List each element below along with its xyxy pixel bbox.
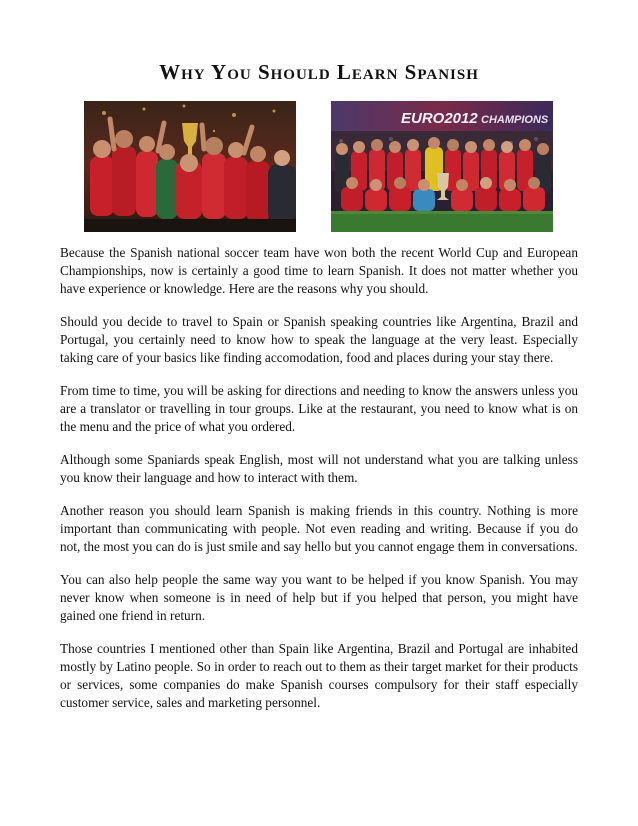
paragraph: Those countries I mentioned other than Spain like Argentina, Brazil and Portugal are inhabited mostly by Latino people. So in order to reach out to them as their target market for their products or services, some companies do make Spanish courses compulsory for their staff especially customer service, sales and marketing personnel. [60,641,578,710]
paragraph: Because the Spanish national soccer team have won both the recent World Cup and European Championships, now is certainly a good time to learn Spanish. It does not matter whether you have experience or knowledge. Here are the reasons why you should. [60,245,578,296]
paragraph: From time to time, you will be asking for directions and needing to know the answers unless you are a translator or travelling in tour groups. Like at the restaurant, you need to know what is on the menu and the price of what you ordered. [60,383,578,434]
team-celebration-photo [84,101,296,232]
article-body [60,244,578,727]
paragraph: Another reason you should learn Spanish is making friends in this country. Nothing is more important than communicating with people. Not even reading and writing. Because if you do not, the most you can do is just smile and say hello but you cannot engage them in conversations. [60,503,578,554]
banner-text: EURO2012 [401,110,478,127]
euro-2012-champions-photo [331,101,553,232]
paragraph: Although some Spaniards speak English, most will not understand what you are talking unless you know their language and how to interact with them. [60,452,578,485]
paragraph: Should you decide to travel to Spain or Spanish speaking countries like Argentina, Brazil and Portugal, you certainly need to know how to speak the language at the very least. Especially taking care of your basics like finding accomodation, food and places during your stay there. [60,314,578,365]
paragraph: You can also help people the same way you want to be helped if you know Spanish. You may never know when someone is in need of help but if you helped that person, you might have gained one friend in return. [60,572,578,623]
svg-text:CHAMPIONS: CHAMPIONS [481,114,549,126]
document-title: Why You Should Learn Spanish [159,60,479,84]
